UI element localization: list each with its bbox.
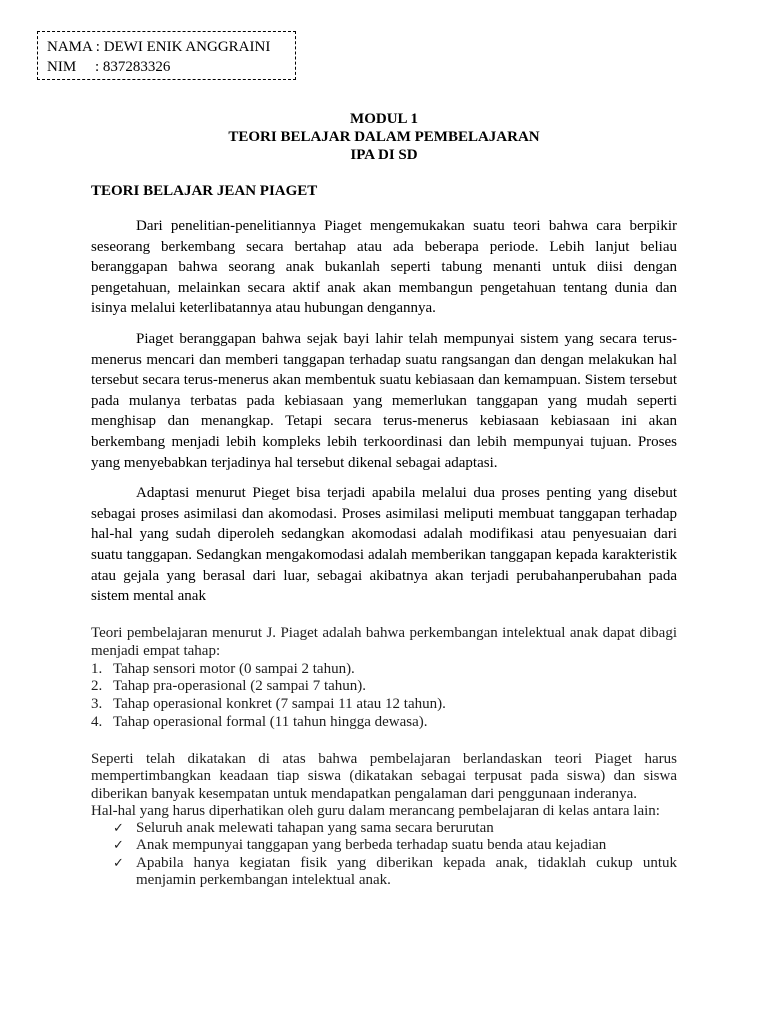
nim-value: 837283326: [102, 59, 171, 75]
stage-list: [91, 661, 677, 732]
checkmark-icon: ✓: [113, 838, 124, 854]
module-number: MODUL 1: [350, 111, 418, 127]
checklist: [91, 820, 677, 889]
list-item-text: Tahap operasional formal (11 tahun hingga dewasa).: [113, 713, 428, 730]
module-title: TEORI BELAJAR DALAM PEMBELAJARAN: [228, 129, 540, 145]
checkmark-icon: ✓: [113, 855, 124, 871]
list-item-text: Tahap sensori motor (0 sampai 2 tahun).: [113, 660, 355, 677]
list-number: 1.: [91, 660, 103, 677]
list-number: 3.: [91, 696, 103, 713]
section-title: TEORI BELAJAR JEAN PIAGET: [91, 183, 318, 199]
nim-row: [47, 57, 295, 77]
identity-box: [37, 31, 296, 80]
body-paragraphs: [91, 216, 677, 607]
list-item: [91, 714, 677, 732]
name-label: NAMA :: [47, 39, 104, 55]
list-item-text: Seluruh anak melewati tahapan yang sama secara berurutan: [136, 820, 494, 837]
module-header: [0, 110, 768, 164]
checkmark-icon: ✓: [113, 821, 124, 837]
list-item-text: Tahap operasional konkret (7 sampai 11 atau 12 tahun).: [113, 696, 446, 713]
list-item-text: Tahap pra-operasional (2 sampai 7 tahun).: [113, 678, 367, 695]
list-item: [113, 820, 677, 837]
theory-intro: Teori pembelajaran menurut J. Piaget adalah bahwa perkembangan intelektual anak dapat dibagi menjadi empat tahap:: [91, 625, 677, 659]
list-item: [113, 855, 677, 890]
list-item: [91, 678, 677, 696]
closing-paragraph: Seperti telah dikatakan di atas bahwa pembelajaran berlandaskan teori Piaget harus mempertimbangkan keadaan tiap siswa (dikatakan sebagai terpusat pada siswa) dan siswa diberikan banyak kesempatan untuk mendapatkan pengalaman dari penggunaan inderanya.: [91, 751, 677, 802]
list-number: 2.: [91, 678, 103, 695]
paragraph-piaget-intro: Dari penelitian-penelitiannya Piaget mengemukakan suatu teori bahwa cara berpikir seseorang berkembang secara bertahap atau ada beberapa periode. Lebih lanjut beliau beranggapan bahwa seorang anak bukanlah seperti tabung menanti untuk diisi dengan pengetahuan, melainkan secara aktif anak akan membangun pengetahuan tentang dunia dan isinya melalui keterlibatannya atau hubungan dengannya.: [91, 218, 677, 317]
theory-section: [91, 625, 677, 732]
list-item: [91, 696, 677, 714]
list-item-text: Anak mempunyai tanggapan yang berbeda terhadap suatu benda atau kejadian: [136, 837, 607, 854]
nim-separator: :: [95, 59, 103, 75]
nim-label: NIM: [47, 59, 77, 75]
list-item: [91, 661, 677, 679]
paragraph-assimilation-accommodation: Adaptasi menurut Pieget bisa terjadi apabila melalui dua proses penting yang disebut sebagai proses asimilasi dan akomodasi. Proses asimilasi meliputi membuat tanggapan terhadap hal-hal yang sudah diperoleh sedangkan akomodasi adalah modifikasi atau penyesuaian dari suatu tanggapan. Sedangkan mengakomodasi adalah memberikan tanggapan kepada karakteristik atau gejala yang berasal dari luar, sebagai akibatnya akan terjadi perubahanperubahan pada sistem mental anak: [91, 485, 677, 605]
checklist-intro: Hal-hal yang harus diperhatikan oleh guru dalam merancang pembelajaran di kelas antara lain:: [91, 802, 660, 819]
name-row: [47, 37, 295, 57]
name-value: DEWI ENIK ANGGRAINI: [103, 39, 271, 55]
list-number: 4.: [91, 713, 103, 730]
paragraph-adaptation-system: Piaget beranggapan bahwa sejak bayi lahir telah mempunyai sistem yang secara terus-menerus mencari dan memberi tanggapan terhadap suatu rangsangan dan dengan melakukan hal tersebut secara terus-menerus akan membentuk suatu kebiasaan dan kemampuan. Sistem tersebut pada mulanya terbatas pada kebiasaan yang memerlukan tanggapan yang mudah seperti menghisap dan menangkap. Tetapi secara terus-menerus kebiasaan kebiasaan ini akan berkembang menjadi lebih kompleks lebih terkoordinasi dan lebih mempunyai tujuan. Proses yang menyebabkan terjadinya hal tersebut dikenal sebagai adaptasi.: [91, 330, 677, 471]
list-item: [113, 837, 677, 854]
closing-section: [91, 751, 677, 889]
list-item-text: Apabila hanya kegiatan fisik yang diberikan kepada anak, tidaklah cukup untuk menjamin perkembangan intelektual anak.: [136, 854, 677, 889]
module-subtitle: IPA DI SD: [350, 147, 418, 163]
